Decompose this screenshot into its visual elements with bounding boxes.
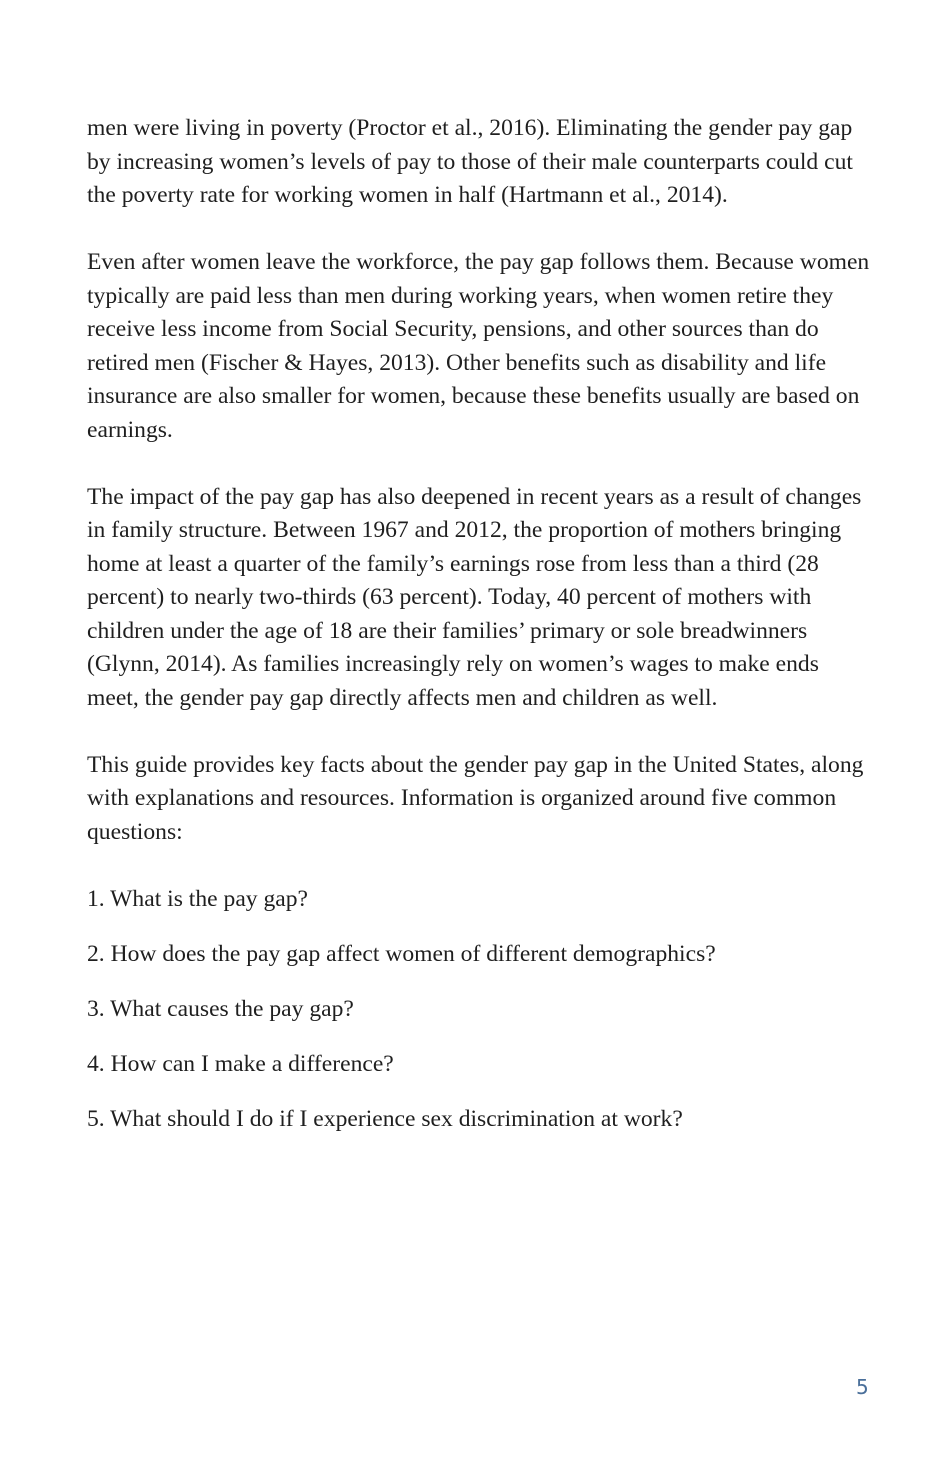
paragraph-retirement: Even after women leave the workforce, the pay gap follows them. Because women typically are paid less than men during working years, when women retire they receive less income from Social Security, pensions, and other sources than do retired men (Fischer & Hayes, 2013). Other benefits such as disability and life insurance are also smaller for women, because these benefits usually are based on earnings. (87, 249, 870, 443)
list-item: 1. What is the pay gap? (87, 885, 309, 912)
questions-list (87, 883, 872, 1137)
list-item: 4. How can I make a difference? (87, 1050, 394, 1077)
list-item: 2. How does the pay gap affect women of different demographics? (87, 940, 716, 967)
list-item: 5. What should I do if I experience sex discrimination at work? (87, 1105, 683, 1132)
paragraph-family-structure: The impact of the pay gap has also deepened in recent years as a result of changes in family structure. Between 1967 and 2012, the proportion of mothers bringing home at least a quarter of the family’s earnings rose from less than a third (28 percent) to nearly two-thirds (63 percent). Today, 40 percent of mothers with children under the age of 18 are their families’ primary or sole breadwinners (Glynn, 2014). As families increasingly rely on women’s wages to make ends meet, the gender pay gap directly affects men and children as well. (87, 483, 862, 711)
page-body (87, 112, 872, 1158)
list-item: 3. What causes the pay gap? (87, 995, 354, 1022)
paragraph-guide-intro: This guide provides key facts about the gender pay gap in the United States, along with explanations and resources. Information is organized around five common questions: (87, 751, 864, 845)
paragraph-poverty: men were living in poverty (Proctor et al., 2016). Eliminating the gender pay gap by increasing women’s levels of pay to those of their male counterparts could cut the poverty rate for working women in half (Hartmann et al., 2014). (87, 115, 853, 208)
page-number: 5 (856, 1375, 869, 1399)
